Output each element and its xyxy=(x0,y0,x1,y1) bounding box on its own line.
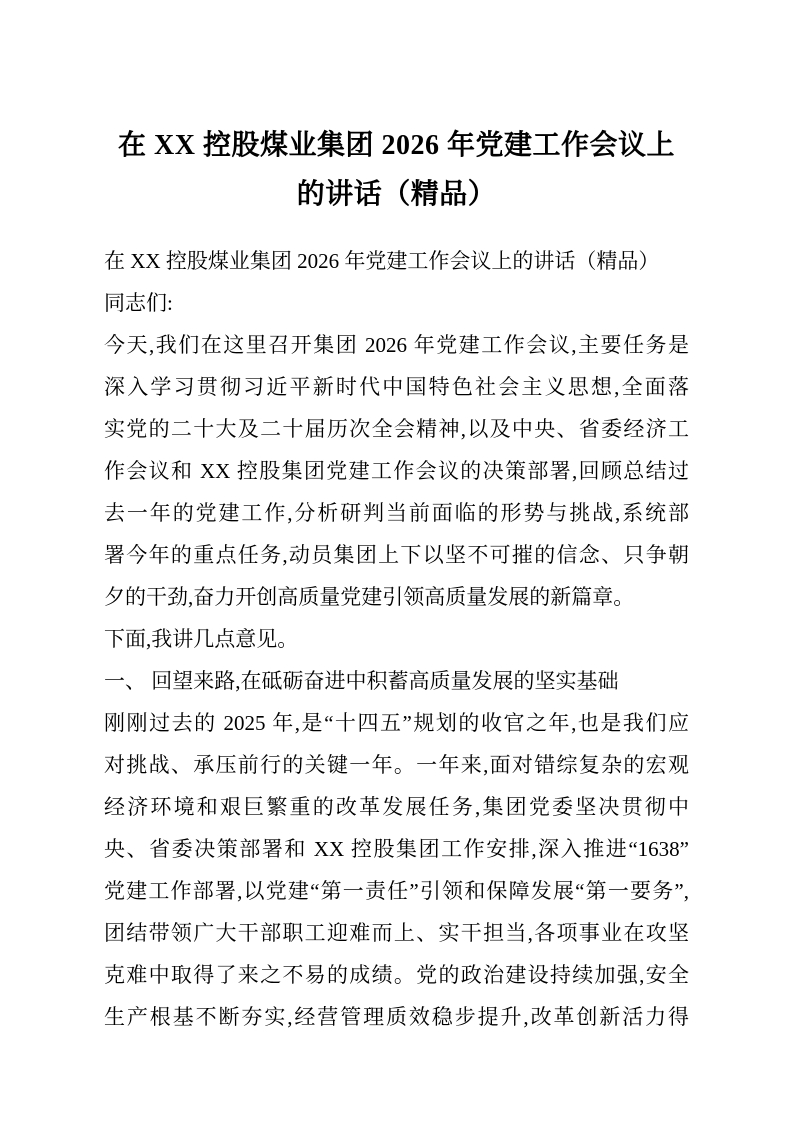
salutation-line: 同志们: xyxy=(104,291,173,315)
body-line: 央、省委决策部署和 XX 控股集团工作安排,深入推进“1638” xyxy=(104,837,689,861)
body-line: 生产根基不断夯实,经营管理质效稳步提升,改革创新活力得 xyxy=(104,1005,689,1029)
body-line: 下面,我讲几点意见。 xyxy=(104,627,299,651)
section-one-heading: 一、 回望来路,在砥砺奋进中积蓄高质量发展的坚实基础 xyxy=(104,669,619,693)
body-line: 署今年的重点任务,动员集团上下以坚不可摧的信念、只争朝 xyxy=(104,543,689,567)
body-line: 克难中取得了来之不易的成绩。党的政治建设持续加强,安全 xyxy=(104,963,689,987)
body-line: 作会议和 XX 控股集团党建工作会议的决策部署,回顾总结过 xyxy=(104,459,689,483)
document-heading-line: 在 XX 控股煤业集团 2026 年党建工作会议上的讲话（精品） xyxy=(104,249,660,273)
body-line: 刚刚过去的 2025 年,是“十四五”规划的收官之年,也是我们应 xyxy=(104,711,689,735)
body-line: 对挑战、承压前行的关键一年。一年来,面对错综复杂的宏观 xyxy=(104,753,689,777)
body-line: 实党的二十大及二十届历次全会精神,以及中央、省委经济工 xyxy=(104,417,689,441)
document-body xyxy=(0,240,793,1038)
body-line: 党建工作部署,以党建“第一责任”引领和保障发展“第一要务”, xyxy=(104,879,689,903)
document-title-line-1: 在 XX 控股煤业集团 2026 年党建工作会议上 xyxy=(118,130,675,161)
body-line: 今天,我们在这里召开集团 2026 年党建工作会议,主要任务是 xyxy=(104,333,689,357)
document-title-line-2: 的讲话（精品） xyxy=(296,179,497,210)
body-line: 夕的干劲,奋力开创高质量党建引领高质量发展的新篇章。 xyxy=(104,585,635,609)
body-line: 团结带领广大干部职工迎难而上、实干担当,各项事业在攻坚 xyxy=(104,921,689,945)
body-line: 深入学习贯彻习近平新时代中国特色社会主义思想,全面落 xyxy=(104,375,689,399)
body-line: 去一年的党建工作,分析研判当前面临的形势与挑战,系统部 xyxy=(104,501,689,525)
document-title xyxy=(0,0,793,219)
body-line: 经济环境和艰巨繁重的改革发展任务,集团党委坚决贯彻中 xyxy=(104,795,689,819)
